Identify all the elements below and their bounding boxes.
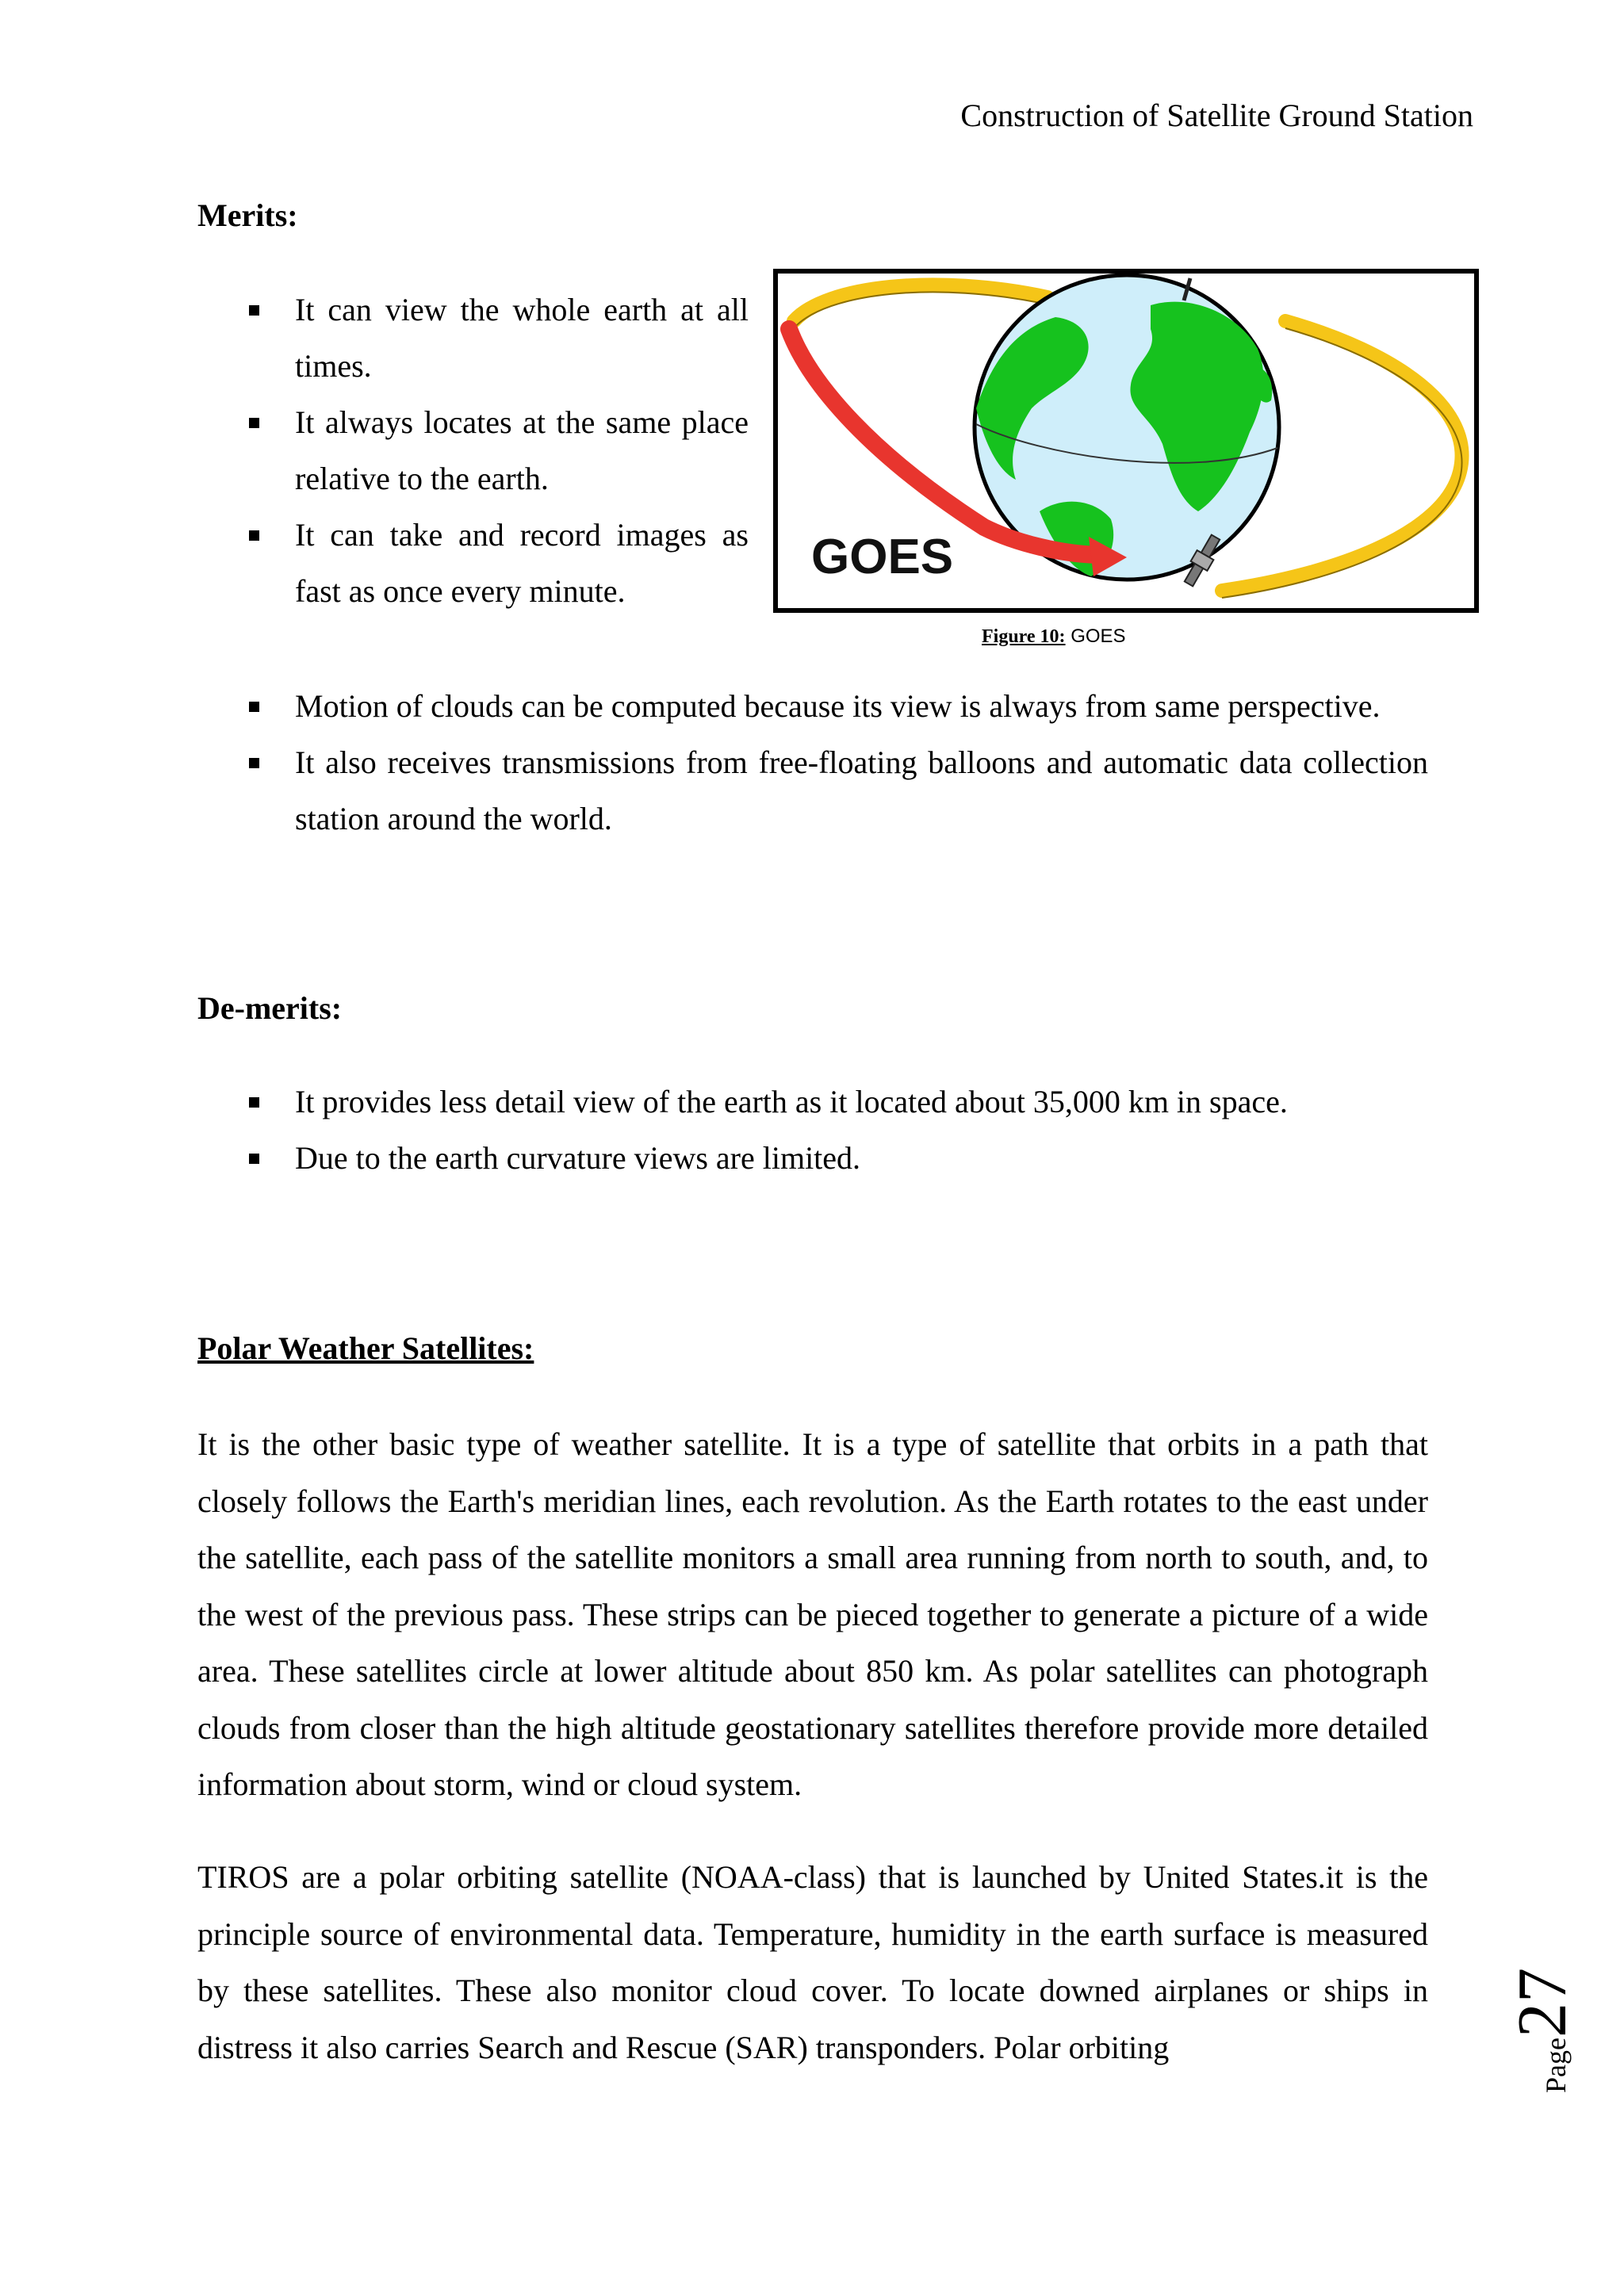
- list-item: It provides less detail view of the earth as it located about 35,000 km in space.: [197, 1073, 1428, 1130]
- polar-satellites-heading: Polar Weather Satellites:: [197, 1330, 534, 1366]
- page-header-title: Construction of Satellite Ground Station: [960, 98, 1473, 133]
- figure-caption: [982, 624, 1126, 649]
- list-item: It also receives transmissions from free-floating balloons and automatic data collection station around the world.: [197, 734, 1428, 847]
- goes-illustration: [778, 274, 1474, 608]
- merits-list-bottom: [197, 678, 1428, 847]
- demerits-list: [197, 1073, 1428, 1186]
- page-word: Page: [1540, 2038, 1572, 2093]
- merits-heading: Merits:: [197, 197, 298, 233]
- list-item: Due to the earth curvature views are limited.: [197, 1130, 1428, 1186]
- page-number: [1503, 1968, 1583, 2093]
- figure-caption-label: Figure 10:: [982, 626, 1066, 647]
- figure-caption-text: GOES: [1065, 626, 1126, 647]
- goes-image-label: GOES: [811, 530, 954, 584]
- orbit-ring-back: [794, 285, 1048, 321]
- list-item: It can take and record images as fast as once every minute.: [197, 507, 749, 619]
- list-item: It always locates at the same place relative to the earth.: [197, 394, 749, 507]
- list-item: Motion of clouds can be computed because its view is always from same perspective.: [197, 678, 1428, 734]
- demerits-heading: De-merits:: [197, 990, 343, 1026]
- polar-paragraph-2: TIROS are a polar orbiting satellite (NOAA-class) that is launched by United States.it is the principle source of environmental data. Temperature, humidity in the earth surface is measured by these satellites. These also monitor cloud cover. To locate downed airplanes or ships in distress it also carries Search and Rescue (SAR) transponders. Polar orbiting: [197, 1859, 1428, 2065]
- page-number-value: 27: [1504, 1968, 1581, 2038]
- list-item: It can view the whole earth at all times.: [197, 281, 749, 394]
- polar-paragraph-1: It is the other basic type of weather satellite. It is a type of satellite that orbits in a path that closely follows the Earth's meridian lines, each revolution. As the Earth rotates to the east under the satellite, each pass of the satellite monitors a small area running from north to south, and, to the west of the previous pass. These strips can be pieced together to generate a picture of a wide area. These satellites circle at lower altitude about 850 km. As polar satellites can photograph clouds from closer than the high altitude geostationary satellites therefore provide more detailed information about storm, wind or cloud system.: [197, 1426, 1428, 1802]
- merits-list-top: [197, 281, 749, 619]
- goes-figure: [773, 269, 1479, 613]
